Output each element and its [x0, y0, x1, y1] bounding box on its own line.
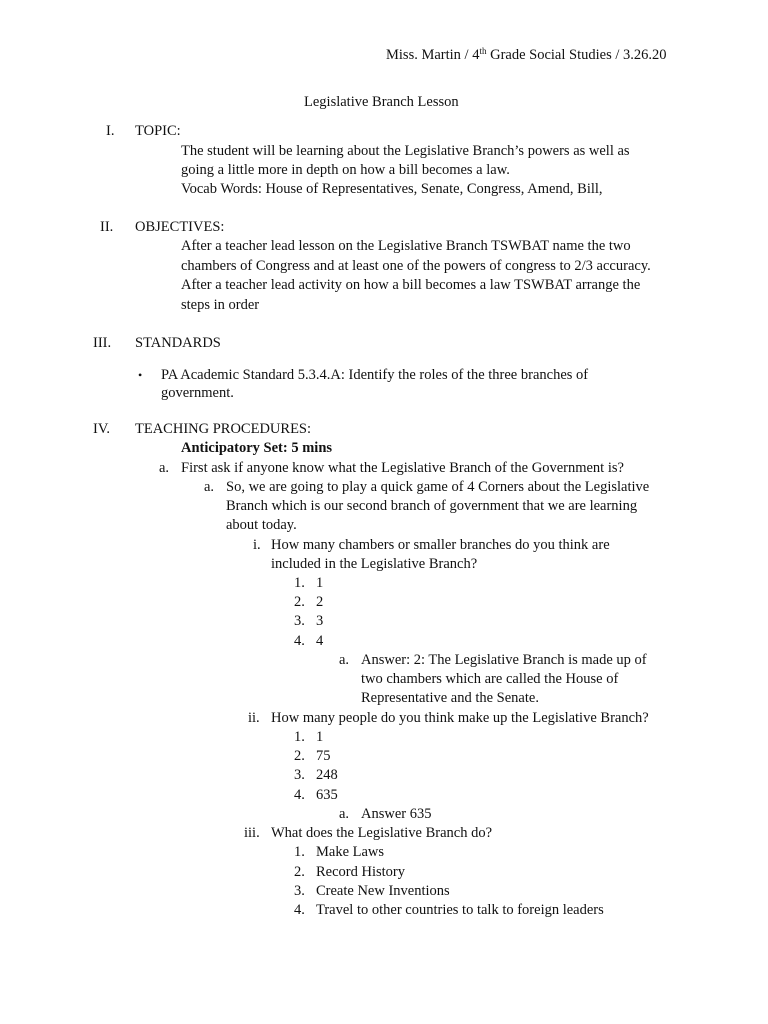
sub-a-line: So, we are going to play a quick game of 4 Corners about the Legislative	[226, 479, 650, 495]
objectives-line: chambers of Congress and at least one of the powers of congress to 2/3 accuracy.	[181, 258, 651, 274]
option-text: Make Laws	[316, 844, 385, 860]
option-text: 635	[316, 787, 338, 803]
header-ordinal-suffix: th	[479, 46, 487, 56]
answer-line: Answer 635	[361, 806, 432, 822]
option-text: 2	[316, 594, 324, 610]
section-numeral-objectives: II.	[100, 219, 114, 235]
objectives-line: After a teacher lead lesson on the Legislative Branch TSWBAT name the two	[181, 238, 631, 254]
option-number: 4.	[294, 902, 305, 918]
option-text: Travel to other countries to talk to foreign leaders	[316, 902, 604, 918]
option-number: 3.	[294, 613, 305, 629]
question-line: What does the Legislative Branch do?	[271, 825, 493, 841]
section-heading-procedures: TEACHING PROCEDURES:	[135, 421, 312, 437]
question-marker: iii.	[244, 825, 260, 841]
objectives-line: After a teacher lead activity on how a bill becomes a law TSWBAT arrange the	[181, 277, 641, 293]
topic-line: The student will be learning about the Legislative Branch’s powers as well as	[181, 143, 630, 159]
section-heading-objectives: OBJECTIVES:	[135, 219, 225, 235]
question-line: How many chambers or smaller branches do you think are	[271, 537, 610, 553]
option-number: 2.	[294, 864, 305, 880]
sub-a-line: Branch which is our second branch of government that we are learning	[226, 498, 638, 514]
header-teacher: Miss. Martin / 4	[386, 47, 480, 63]
option-number: 3.	[294, 767, 305, 783]
question-line: How many people do you think make up the Legislative Branch?	[271, 710, 649, 726]
section-heading-topic: TOPIC:	[135, 123, 181, 139]
option-number: 4.	[294, 633, 305, 649]
sub-a-marker: a.	[204, 479, 215, 495]
option-number: 1.	[294, 844, 305, 860]
option-text: Create New Inventions	[316, 883, 450, 899]
section-heading-standards: STANDARDS	[135, 335, 221, 351]
answer-line: Representative and the Senate.	[361, 690, 539, 706]
anticipatory-set-heading: Anticipatory Set: 5 mins	[181, 440, 333, 456]
item-a-marker: a.	[159, 460, 170, 476]
option-text: Record History	[316, 864, 405, 880]
section-numeral-standards: III.	[93, 335, 112, 351]
answer-line: two chambers which are called the House of	[361, 671, 619, 687]
topic-line: going a little more in depth on how a bill becomes a law.	[181, 162, 510, 178]
option-text: 75	[316, 748, 331, 764]
section-numeral-topic: I.	[106, 123, 115, 139]
answer-marker: a.	[339, 652, 350, 668]
question-line: included in the Legislative Branch?	[271, 556, 478, 572]
option-text: 248	[316, 767, 338, 783]
section-numeral-procedures: IV.	[93, 421, 111, 437]
question-marker: i.	[253, 537, 261, 553]
item-a-text: First ask if anyone know what the Legislative Branch of the Government is?	[181, 460, 624, 476]
option-number: 1.	[294, 575, 305, 591]
option-text: 1	[316, 729, 324, 745]
standards-bullet: •	[138, 368, 143, 382]
answer-marker: a.	[339, 806, 350, 822]
option-text: 4	[316, 633, 324, 649]
option-number: 3.	[294, 883, 305, 899]
question-marker: ii.	[248, 710, 260, 726]
topic-line: Vocab Words: House of Representatives, Senate, Congress, Amend, Bill,	[181, 181, 603, 197]
option-number: 2.	[294, 594, 305, 610]
option-number: 1.	[294, 729, 305, 745]
option-text: 1	[316, 575, 324, 591]
header-rest: Grade Social Studies / 3.26.20	[486, 47, 667, 63]
standards-line: PA Academic Standard 5.3.4.A: Identify the roles of the three branches of	[161, 367, 589, 383]
objectives-line: steps in order	[181, 297, 260, 313]
sub-a-line: about today.	[226, 517, 297, 533]
answer-line: Answer: 2: The Legislative Branch is made up of	[361, 652, 647, 668]
option-number: 2.	[294, 748, 305, 764]
option-text: 3	[316, 613, 324, 629]
document-title: Legislative Branch Lesson	[304, 94, 459, 110]
option-number: 4.	[294, 787, 305, 803]
standards-line: government.	[161, 385, 234, 401]
page-header	[386, 46, 667, 65]
